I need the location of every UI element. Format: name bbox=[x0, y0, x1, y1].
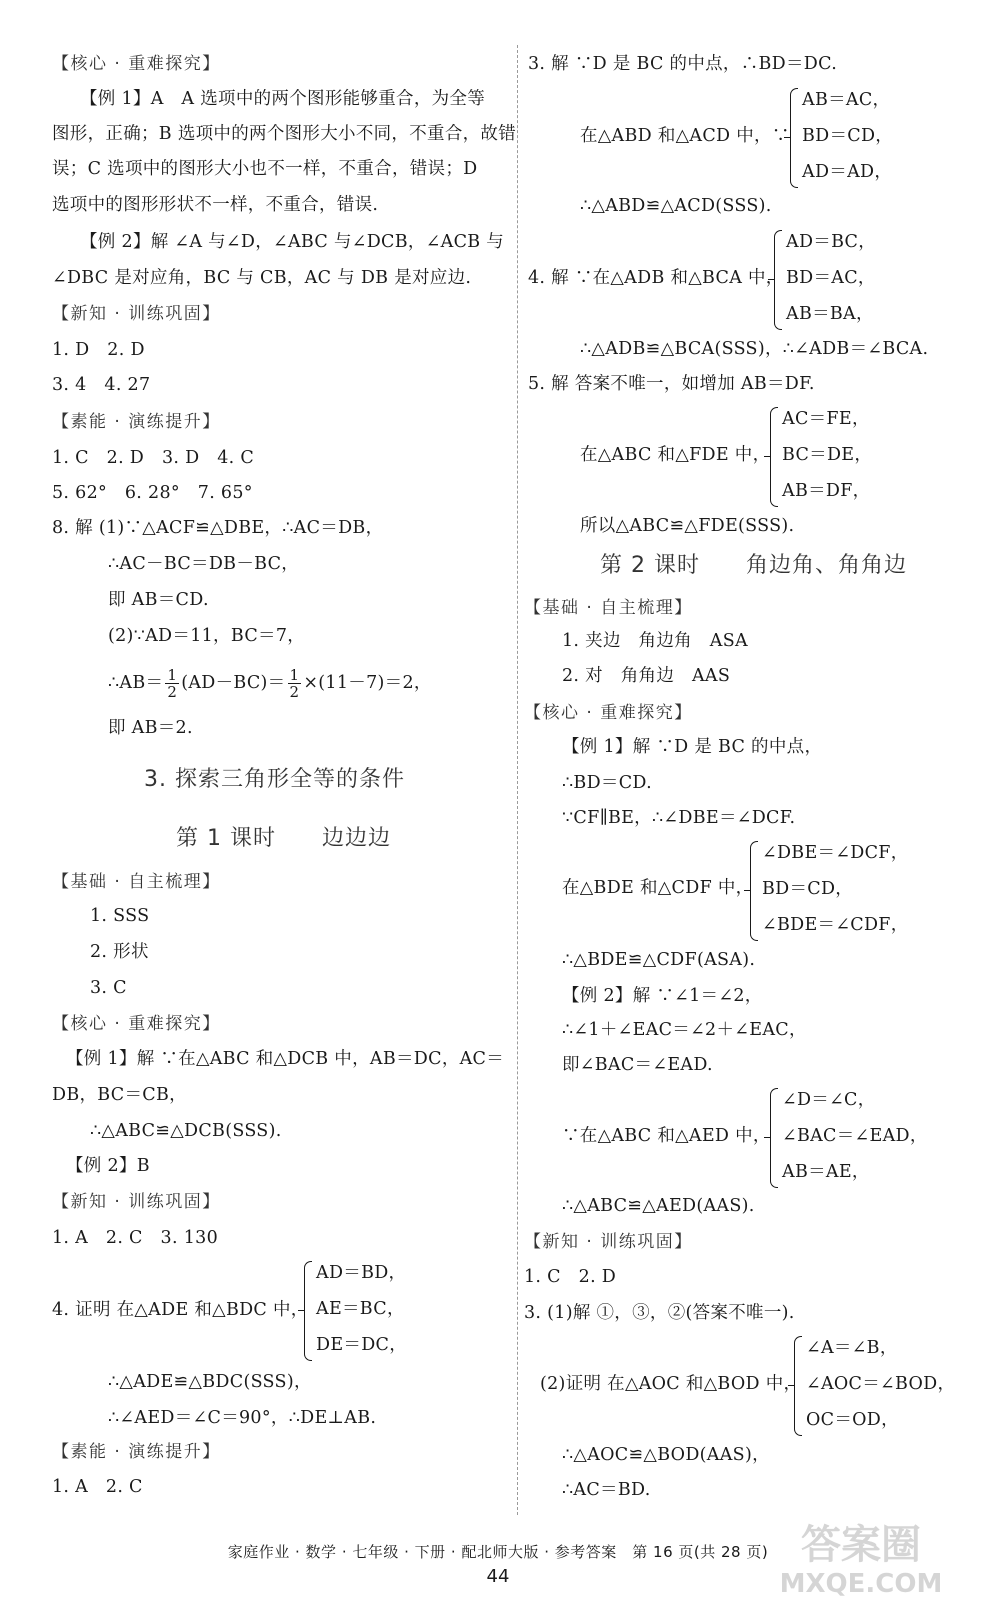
equation: DE＝DC， bbox=[316, 1335, 408, 1355]
fraction-one-half: $\frac{1}{2}$ bbox=[167, 666, 178, 701]
text-line: 误；C 选项中的图形大小也不一样，不重合，错误；D bbox=[52, 159, 478, 179]
text-line: ∴△ABC≌△AED(AAS). bbox=[562, 1196, 755, 1216]
section-heading: 【基础 · 自主梳理】 bbox=[52, 872, 221, 892]
answer-line: 1. SSS bbox=[90, 906, 150, 926]
equation: AD＝BD， bbox=[316, 1263, 407, 1283]
answer-line: 1. A 2. C bbox=[52, 1477, 143, 1497]
text-line: 即 AB＝CD. bbox=[108, 590, 209, 610]
answer-line: 1. C 2. D 3. D 4. C bbox=[52, 448, 255, 468]
text-line: (2)证明 在△AOC 和△BOD 中， bbox=[540, 1374, 802, 1394]
text-line: 即 AB＝2. bbox=[108, 718, 193, 738]
equation: AD＝AD， bbox=[802, 162, 893, 182]
left-brace bbox=[774, 230, 782, 330]
answer-line: 5. 62° 6. 28° 7. 65° bbox=[52, 483, 253, 503]
text-line: ∴△ABD≌△ACD(SSS). bbox=[580, 196, 772, 216]
lesson-title: 第 1 课时 边边边 bbox=[176, 826, 391, 851]
text-line: ∴△AOC≌△BOD(AAS)， bbox=[562, 1445, 770, 1465]
left-brace bbox=[790, 88, 798, 188]
text-line: ∵CF∥BE，∴∠DBE＝∠DCF. bbox=[562, 808, 796, 828]
text-line: 8. 解 (1)∵△ACF≌△DBE，∴AC＝DB， bbox=[52, 518, 384, 538]
watermark-top-text: 答案圈 bbox=[801, 1522, 921, 1568]
equation: AB＝AC， bbox=[802, 90, 891, 110]
text-line: 图形，正确；B 选项中的两个图形大小不同，不重合，故错 bbox=[52, 124, 517, 144]
text-line: ∴∠1＋∠EAC＝∠2＋∠EAC， bbox=[562, 1020, 807, 1040]
text-line: ∴∠AED＝∠C＝90°，∴DE⊥AB. bbox=[108, 1408, 377, 1428]
text-line: 【例 2】解 ∠A 与∠D，∠ABC 与∠DCB，∠ACB 与 bbox=[80, 232, 505, 252]
section-heading: 【新知 · 训练巩固】 bbox=[52, 1192, 221, 1212]
equation: BD＝CD， bbox=[762, 879, 854, 899]
chapter-title: 3. 探索三角形全等的条件 bbox=[144, 767, 405, 792]
equation: AC＝FE， bbox=[782, 409, 870, 429]
answer-line: 3. 4 4. 27 bbox=[52, 375, 151, 395]
text-line: 即∠BAC＝∠EAD. bbox=[562, 1055, 713, 1075]
left-brace bbox=[794, 1336, 802, 1436]
text-line: 3. 解 ∵D 是 BC 的中点，∴BD＝DC. bbox=[528, 54, 838, 74]
text-line: 所以△ABC≌△FDE(SSS). bbox=[580, 516, 795, 536]
equation: ∠A＝∠B， bbox=[806, 1338, 898, 1358]
fraction-line: ∴AB＝ $\frac{1}{2}$ (AD－BC)＝ $\frac{1}{2}$ ×(11－7)＝2， bbox=[108, 666, 432, 701]
equation: ∠D＝∠C， bbox=[782, 1090, 876, 1110]
lesson-title: 第 2 课时 角边角、角角边 bbox=[600, 553, 907, 578]
text-line: ∴AC＝BD. bbox=[562, 1480, 651, 1500]
answer-line: 3. C bbox=[90, 978, 127, 998]
left-brace bbox=[750, 841, 758, 941]
text-line: 3. (1)解 ①，③，②(答案不唯一). bbox=[524, 1303, 795, 1323]
left-brace bbox=[770, 407, 778, 507]
text-line: 在△BDE 和△CDF 中， bbox=[562, 878, 754, 898]
text-line: 在△ABC 和△FDE 中， bbox=[580, 445, 771, 465]
section-heading: 【素能 · 演练提升】 bbox=[52, 412, 221, 432]
column-divider bbox=[517, 45, 518, 1515]
text-line: 【例 1】解 ∵在△ABC 和△DCB 中，AB＝DC，AC＝ bbox=[66, 1049, 505, 1069]
equation: OC＝OD， bbox=[806, 1410, 899, 1430]
equation: ∠DBE＝∠DCF， bbox=[762, 843, 909, 863]
equation: BD＝CD， bbox=[802, 126, 894, 146]
left-brace bbox=[770, 1088, 778, 1188]
answer-line: 1. C 2. D bbox=[524, 1267, 617, 1287]
text-line: 【例 2】B bbox=[66, 1156, 150, 1176]
text-line: 【例 1】解 ∵D 是 BC 的中点， bbox=[562, 737, 823, 757]
text-line: (2)∵AD＝11，BC＝7， bbox=[108, 626, 306, 646]
equation: AD＝BC， bbox=[786, 232, 877, 252]
page-number: 44 bbox=[486, 1566, 510, 1587]
watermark-logo bbox=[756, 1510, 966, 1600]
equation: AB＝AE， bbox=[782, 1162, 870, 1182]
answer-line: 1. D 2. D bbox=[52, 340, 145, 360]
section-heading: 【核心 · 重难探究】 bbox=[52, 1014, 221, 1034]
equation: BD＝AC， bbox=[786, 268, 876, 288]
section-heading: 【核心 · 重难探究】 bbox=[52, 54, 221, 74]
section-heading: 【新知 · 训练巩固】 bbox=[52, 304, 221, 324]
text-line: ∴△BDE≌△CDF(ASA). bbox=[562, 950, 756, 970]
section-heading: 【基础 · 自主梳理】 bbox=[524, 598, 693, 618]
watermark-bottom-text: MXQE.COM bbox=[779, 1569, 943, 1599]
answer-line: 2. 对 角角边 AAS bbox=[562, 666, 731, 686]
text-line: 【例 2】解 ∵∠1＝∠2， bbox=[562, 986, 763, 1006]
text-line: 5. 解 答案不唯一，如增加 AB＝DF. bbox=[528, 374, 815, 394]
fraction-one-half: $\frac{1}{2}$ bbox=[289, 666, 300, 701]
text-line: ∴△ABC≌△DCB(SSS). bbox=[90, 1121, 282, 1141]
text-line: DB，BC＝CB， bbox=[52, 1085, 187, 1105]
answer-line: 2. 形状 bbox=[90, 942, 149, 962]
text-line: 【例 1】A A 选项中的两个图形能够重合，为全等 bbox=[80, 89, 486, 109]
equation: AE＝BC， bbox=[316, 1299, 405, 1319]
text-line: ∠DBC 是对应角，BC 与 CB，AC 与 DB 是对应边. bbox=[52, 268, 472, 288]
answer-line: 1. 夹边 角边角 ASA bbox=[562, 631, 748, 651]
section-heading: 【核心 · 重难探究】 bbox=[524, 703, 693, 723]
text-line: 4. 解 ∵在△ADB 和△BCA 中， bbox=[528, 268, 784, 288]
equation: BC＝DE， bbox=[782, 445, 873, 465]
answer-line: 1. A 2. C 3. 130 bbox=[52, 1228, 219, 1248]
equation: ∠BDE＝∠CDF， bbox=[762, 915, 909, 935]
section-heading: 【素能 · 演练提升】 bbox=[52, 1442, 221, 1462]
equation: AB＝DF， bbox=[782, 481, 871, 501]
text-line: ∴BD＝CD. bbox=[562, 773, 652, 793]
equation: ∠AOC＝∠BOD， bbox=[806, 1374, 956, 1394]
section-heading: 【新知 · 训练巩固】 bbox=[524, 1232, 693, 1252]
text-line: ∵在△ABC 和△AED 中， bbox=[562, 1126, 771, 1146]
page-footer: 家庭作业 · 数学 · 七年级 · 下册 · 配北师大版 · 参考答案 第 16 页(共 28 页) bbox=[227, 1543, 769, 1561]
equation: ∠BAC＝∠EAD， bbox=[782, 1126, 928, 1146]
text-line: ∴△ADE≌△BDC(SSS)， bbox=[108, 1372, 312, 1392]
text-line: 在△ABD 和△ACD 中，∵ bbox=[580, 126, 790, 146]
left-brace bbox=[304, 1261, 312, 1361]
text-line: 选项中的图形形状不一样，不重合，错误. bbox=[52, 195, 379, 215]
equation: AB＝BA， bbox=[786, 304, 874, 324]
text-line: 4. 证明 在△ADE 和△BDC 中， bbox=[52, 1300, 309, 1320]
text-line: ∴△ADB≌△BCA(SSS)，∴∠ADB＝∠BCA. bbox=[580, 339, 929, 359]
text-line: ∴AC－BC＝DB－BC， bbox=[108, 554, 300, 574]
